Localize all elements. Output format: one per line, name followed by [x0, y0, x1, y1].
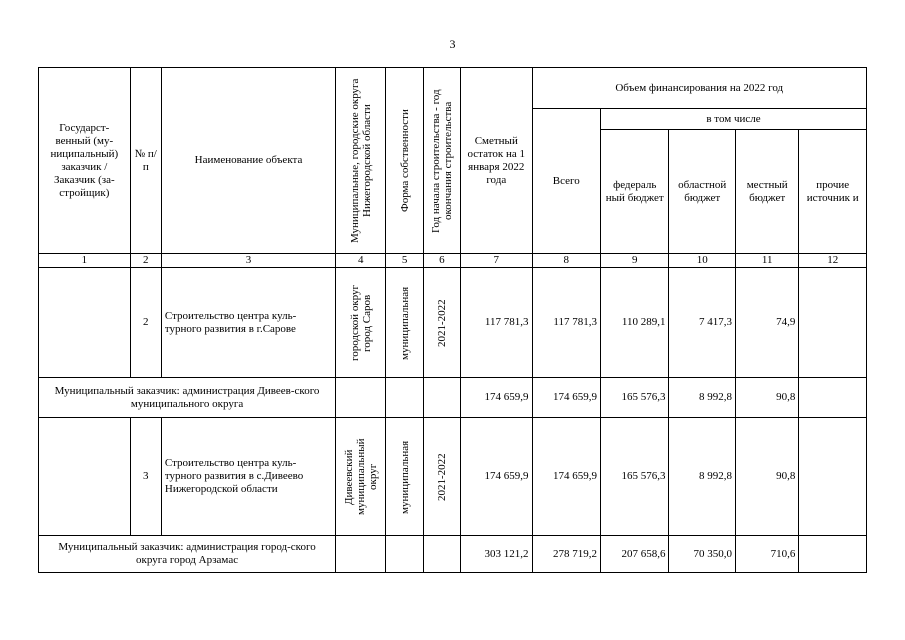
financing-table: [38, 67, 867, 573]
local-value: 710,6: [735, 536, 798, 573]
header-balance: Сметный остаток на 1 января 2022 года: [461, 68, 533, 254]
other-value: [799, 378, 867, 418]
table-row-sarov: [39, 268, 867, 378]
table-row-arzamas-customer: [39, 536, 867, 573]
empty-cell: [423, 378, 460, 418]
header-including: в том числе: [601, 109, 867, 130]
column-number: 5: [386, 254, 423, 268]
empty-cell: [336, 378, 386, 418]
district-cell: [336, 418, 386, 536]
header-total: Всего: [532, 109, 600, 254]
regional-value: 70 350,0: [669, 536, 735, 573]
header-object-name: Наименование объекта: [161, 68, 335, 254]
other-value: [799, 418, 867, 536]
district: Дивеевский муниципальный округ: [342, 438, 379, 515]
district-cell: [336, 268, 386, 378]
header-regional: областной бюджет: [669, 130, 735, 254]
column-number: 10: [669, 254, 735, 268]
years: 2021-2022: [435, 452, 448, 501]
table-row-diveevo: [39, 418, 867, 536]
total-value: 117 781,3: [532, 268, 600, 378]
balance-value: 117 781,3: [461, 268, 533, 378]
federal-value: 110 289,1: [601, 268, 669, 378]
local-value: 74,9: [735, 268, 798, 378]
empty-cell: [423, 536, 460, 573]
header-ownership: Форма собственности: [398, 109, 411, 212]
header-other: прочие источник и: [799, 130, 867, 254]
column-number: 9: [601, 254, 669, 268]
table-row-diveevo-customer: [39, 378, 867, 418]
row-number: 2: [130, 268, 161, 378]
regional-value: 8 992,8: [669, 418, 735, 536]
total-value: 278 719,2: [532, 536, 600, 573]
header-ownership-cell: [386, 68, 423, 254]
empty-cell: [39, 418, 131, 536]
federal-value: 165 576,3: [601, 378, 669, 418]
years-cell: [423, 418, 460, 536]
column-number: 6: [423, 254, 460, 268]
ownership: муниципальная: [398, 285, 411, 360]
object-name: Строительство центра куль-турного развития в г.Сарове: [161, 268, 335, 378]
header-financing-title: Объем финансирования на 2022 год: [532, 68, 866, 109]
empty-cell: [386, 378, 423, 418]
header-federal: федераль ный бюджет: [601, 130, 669, 254]
header-years: Год начала строительства - год окончания строительства: [429, 88, 454, 233]
column-number: 1: [39, 254, 131, 268]
row-number: 3: [130, 418, 161, 536]
header-district: Муниципальные, городские округа Нижегородской области: [348, 78, 373, 243]
column-number: 4: [336, 254, 386, 268]
header-local: местный бюджет: [735, 130, 798, 254]
ownership: муниципальная: [398, 439, 411, 514]
column-number: 12: [799, 254, 867, 268]
empty-cell: [386, 536, 423, 573]
empty-cell: [39, 268, 131, 378]
column-number: 8: [532, 254, 600, 268]
regional-value: 8 992,8: [669, 378, 735, 418]
page-number: 3: [449, 37, 456, 51]
total-value: 174 659,9: [532, 418, 600, 536]
local-value: 90,8: [735, 378, 798, 418]
district: городской округ город Саров: [348, 284, 373, 361]
column-number: 7: [461, 254, 533, 268]
balance-value: 303 121,2: [461, 536, 533, 573]
other-value: [799, 268, 867, 378]
ownership-cell: [386, 418, 423, 536]
years-cell: [423, 268, 460, 378]
empty-cell: [336, 536, 386, 573]
header-customer: Государст-венный (му-ниципальный) заказчик / Заказчик (за-стройщик): [39, 68, 131, 254]
header-number: № п/п: [130, 68, 161, 254]
other-value: [799, 536, 867, 573]
customer-label: Муниципальный заказчик: администрация город-ского округа город Арзамас: [39, 536, 336, 573]
balance-value: 174 659,9: [461, 378, 533, 418]
column-number: 3: [161, 254, 335, 268]
total-value: 174 659,9: [532, 378, 600, 418]
ownership-cell: [386, 268, 423, 378]
regional-value: 7 417,3: [669, 268, 735, 378]
customer-label: Муниципальный заказчик: администрация Дивеев-ского муниципального округа: [39, 378, 336, 418]
column-number: 11: [735, 254, 798, 268]
object-name: Строительство центра куль-турного развития в с.Дивеево Нижегородской области: [161, 418, 335, 536]
balance-value: 174 659,9: [461, 418, 533, 536]
header-years-cell: [423, 68, 460, 254]
federal-value: 207 658,6: [601, 536, 669, 573]
local-value: 90,8: [735, 418, 798, 536]
column-numbers-row: [39, 254, 867, 268]
header-district-cell: [336, 68, 386, 254]
years: 2021-2022: [435, 298, 448, 347]
federal-value: 165 576,3: [601, 418, 669, 536]
column-number: 2: [130, 254, 161, 268]
